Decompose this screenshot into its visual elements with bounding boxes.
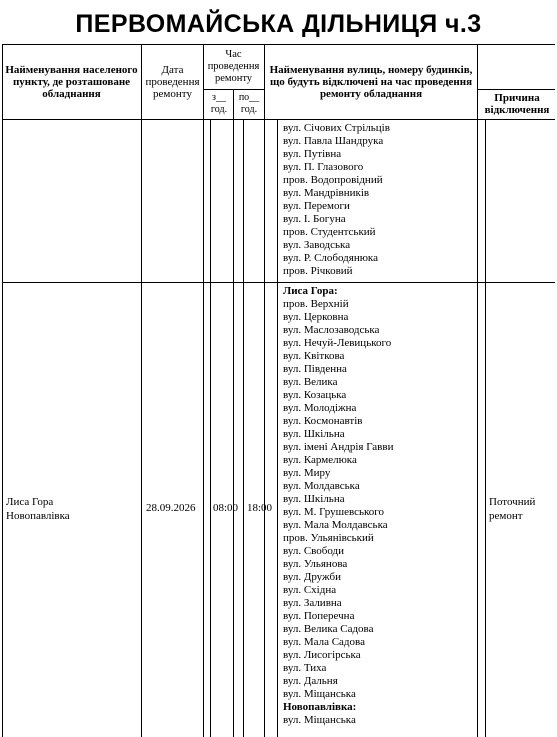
street-item: вул. Путівна: [283, 148, 342, 160]
street-item: вул. Козацька: [283, 389, 347, 401]
street-item: вул. Лисогірська: [283, 649, 361, 661]
row2-street-list: [283, 285, 393, 727]
street-item: вул. Космонавтів: [283, 415, 363, 427]
street-item: пров. Ульянівський: [283, 532, 374, 544]
street-item: вул. П. Глазового: [283, 161, 364, 173]
street-item: вул. Ульянова: [283, 558, 348, 570]
grid-line: [2, 45, 3, 737]
reason-line1: Поточний: [489, 496, 536, 508]
street-item: пров. Річковий: [283, 265, 353, 277]
header-reason: Причина відключення: [484, 92, 550, 116]
header-to: по__ год.: [238, 92, 260, 115]
street-item: вул. Велика: [283, 376, 338, 388]
street-item: вул. Міщанська: [283, 714, 356, 726]
header-time: Час проведення ремонту: [207, 49, 260, 84]
street-item: вул. Р. Слободянюка: [283, 252, 378, 264]
grid-line: [2, 119, 555, 120]
header-from: з__ год.: [210, 92, 228, 115]
street-item: вул. Велика Садова: [283, 623, 374, 635]
street-item: вул. І. Богуна: [283, 213, 346, 225]
street-item: вул. Церковна: [283, 311, 349, 323]
street-item: вул. Свободи: [283, 545, 345, 557]
grid-line: [243, 119, 244, 737]
street-item: вул. Міщанська: [283, 688, 356, 700]
street-item: вул. Південна: [283, 363, 347, 375]
grid-line: [141, 45, 142, 737]
street-item: вул. Мала Садова: [283, 636, 365, 648]
street-item: вул. Східна: [283, 584, 337, 596]
row1-street-list: [283, 122, 390, 278]
locality-heading: Новопавлівка:: [283, 701, 357, 713]
street-item: вул. Перемоги: [283, 200, 350, 212]
time-to: 18:00: [247, 502, 273, 514]
repair-date: 28.09.2026: [146, 502, 196, 514]
street-item: вул. Кармелюка: [283, 454, 357, 466]
page-title: ПЕРВОМАЙСЬКА ДІЛЬНИЦЯ ч.3: [75, 10, 482, 38]
street-item: вул. Маслозаводська: [283, 324, 380, 336]
street-item: вул. Шкільна: [283, 428, 345, 440]
street-item: вул. Нечуй-Левицького: [283, 337, 392, 349]
street-item: пров. Водопровідний: [283, 174, 383, 186]
header-date: Дата проведення ремонту: [145, 64, 200, 100]
locality-heading: Лиса Гора:: [283, 285, 338, 297]
street-item: вул. Молдавська: [283, 480, 360, 492]
street-item: вул. Поперечна: [283, 610, 355, 622]
grid-line: [2, 282, 555, 283]
grid-line: [2, 44, 555, 45]
street-item: вул. Тиха: [283, 662, 327, 674]
grid-line: [264, 45, 265, 737]
street-item: вул. імені Андрія Гавви: [283, 441, 394, 453]
grid-line: [277, 119, 278, 737]
grid-line: [477, 45, 478, 737]
header-settlement: Найменування населеного пункту, де розташоване обладнання: [5, 64, 138, 100]
street-item: вул. Павла Шандрука: [283, 135, 384, 147]
street-item: вул. Січових Стрільців: [283, 122, 390, 134]
settlement-name-line1: Лиса Гора: [6, 496, 54, 508]
grid-line: [233, 89, 234, 737]
time-from: 08:00: [213, 502, 239, 514]
reason-line2: ремонт: [489, 510, 523, 522]
street-item: пров. Студентський: [283, 226, 376, 238]
street-item: вул. Шкільна: [283, 493, 345, 505]
street-item: пров. Верхній: [283, 298, 349, 310]
street-item: вул. Молодіжна: [283, 402, 357, 414]
street-item: вул. Мандрівників: [283, 187, 370, 199]
street-item: вул. Заводська: [283, 239, 351, 251]
street-item: вул. Мала Молдавська: [283, 519, 388, 531]
street-item: вул. Заливна: [283, 597, 342, 609]
header-streets: Найменування вулиць, номеру будинків, що будуть відключені на час проведення ремонту обладнання: [269, 64, 473, 100]
grid-line: [203, 45, 204, 737]
settlement-name-line2: Новопавлівка: [6, 510, 70, 522]
street-item: вул. Дальня: [283, 675, 338, 687]
street-item: вул. М. Грушевського: [283, 506, 385, 518]
street-item: вул. Дружби: [283, 571, 341, 583]
grid-line: [210, 119, 211, 737]
street-item: вул. Миру: [283, 467, 331, 479]
grid-line: [485, 119, 486, 737]
street-item: вул. Квіткова: [283, 350, 345, 362]
